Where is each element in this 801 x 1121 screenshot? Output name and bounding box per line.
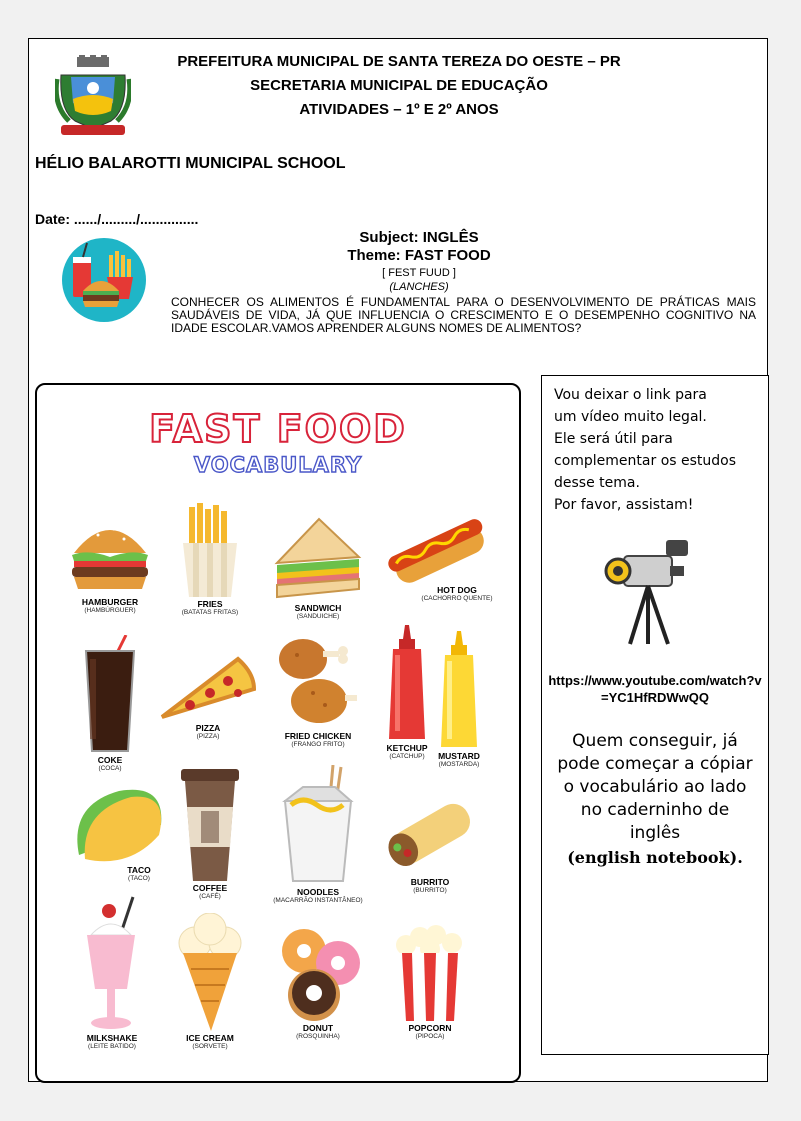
sandwich-icon — [273, 513, 363, 603]
cta-line: Quem conseguir, já — [572, 731, 738, 751]
item-english: SANDWICH — [294, 603, 342, 613]
vocab-item — [263, 923, 373, 1041]
vocab-item — [155, 503, 265, 617]
item-portuguese: (MACARRÃO INSTANTÂNEO) — [273, 897, 363, 904]
poster-subtitle: VOCABULARY — [193, 453, 363, 477]
youtube-link[interactable]: https://www.youtube.com/watch?v=YC1HfRDWwQQ — [548, 673, 762, 705]
item-english: HAMBURGER — [81, 597, 139, 607]
vocab-item — [155, 913, 265, 1051]
item-english: MUSTARD — [438, 751, 480, 761]
noodles-icon — [273, 765, 363, 887]
cta-line: inglês — [629, 823, 681, 843]
milkshake-icon — [77, 893, 147, 1033]
vocab-item — [375, 923, 485, 1041]
side-line: desse tema. — [554, 475, 640, 491]
item-english: NOODLES — [296, 887, 340, 897]
vocab-item — [263, 765, 373, 905]
side-line: complementar os estudos — [554, 453, 737, 469]
school-name: HÉLIO BALAROTTI MUNICIPAL SCHOOL — [35, 155, 346, 172]
donut-icon — [270, 923, 366, 1023]
translation: (LANCHES) — [389, 281, 449, 293]
vocab-item — [57, 893, 167, 1051]
item-portuguese: (ROSQUINHA) — [296, 1033, 340, 1040]
item-portuguese: (BATATAS FRITAS) — [181, 609, 239, 616]
item-portuguese: (CACHORRO QUENTE) — [421, 595, 493, 602]
vocab-item — [375, 787, 485, 895]
coffee-icon — [175, 767, 245, 883]
item-english: POPCORN — [408, 1023, 452, 1033]
item-english: TACO — [127, 865, 151, 875]
item-english: HOT DOG — [437, 585, 477, 595]
poster-title: FAST FOOD — [149, 407, 407, 451]
side-line: Ele será útil para — [554, 431, 673, 447]
vocab-item — [155, 767, 265, 901]
item-portuguese: (SANDUICHE) — [296, 613, 340, 620]
item-english: FRIED CHICKEN — [284, 731, 352, 741]
vocab-item — [377, 513, 497, 603]
intro-paragraph: CONHECER OS ALIMENTOS É FUNDAMENTAL PARA O DESENVOLVIMENTO DE PRÁTICAS MAIS SAUDÁVEIS DE VIDA, JÁ QUE INFLUENCIA O CRESCIMENTO E O DESEMPENHO COGNITIVO NA IDADE ESCOLAR.VAMOS APRENDER ALGUNS NOMES DE ALIMENTOS? — [171, 295, 756, 335]
cta-line: o vocabulário ao lado — [563, 777, 747, 797]
video-camera-icon — [604, 536, 694, 646]
cta-line: no caderninho de — [580, 800, 730, 820]
pronunciation: [ FEST FUUD ] — [382, 267, 456, 279]
vocab-item — [263, 513, 373, 621]
subject: Subject: INGLÊS — [359, 229, 479, 246]
vocab-item — [55, 635, 165, 773]
fast-food-icon — [61, 237, 147, 323]
item-portuguese: (LEITE BATIDO) — [88, 1043, 136, 1050]
item-english: DONUT — [302, 1023, 334, 1033]
taco-icon — [69, 785, 169, 865]
header-line-1: PREFEITURA MUNICIPAL DE SANTA TEREZA DO OESTE – PR — [177, 53, 621, 70]
pizza-icon — [158, 653, 258, 723]
item-portuguese: (HAMBÚRGUER) — [84, 607, 136, 614]
item-english: PIZZA — [195, 723, 221, 733]
vocab-item — [419, 631, 499, 769]
theme: Theme: FAST FOOD — [347, 247, 491, 264]
item-portuguese: (COCA) — [98, 765, 122, 772]
vocab-item — [263, 633, 373, 749]
item-portuguese: (PIPOCA) — [415, 1033, 445, 1040]
side-line: um vídeo muito legal. — [554, 409, 707, 425]
coke-icon — [80, 635, 140, 755]
item-english: ICE CREAM — [186, 1033, 234, 1043]
item-portuguese: (SORVETE) — [192, 1043, 228, 1050]
hotdog-icon — [382, 513, 492, 585]
vocabulary-poster — [35, 383, 521, 1083]
ice-cream-icon — [175, 913, 245, 1033]
item-english: FRIES — [197, 599, 223, 609]
english-notebook: (english notebook). — [567, 848, 743, 867]
side-line: Por favor, assistam! — [554, 497, 694, 513]
item-portuguese: (MOSTARDA) — [438, 761, 480, 768]
item-portuguese: (BURRITO) — [413, 887, 447, 894]
item-portuguese: (CAFÉ) — [199, 893, 221, 900]
item-portuguese: (TACO) — [128, 875, 150, 882]
side-message — [554, 384, 760, 516]
fried-chicken-icon — [273, 633, 363, 731]
header-line-2: SECRETARIA MUNICIPAL DE EDUCAÇÃO — [250, 77, 548, 94]
vocab-item — [153, 653, 263, 741]
vocab-item — [55, 513, 165, 615]
worksheet-page — [28, 38, 768, 1082]
burrito-icon — [380, 787, 480, 877]
item-english: COKE — [97, 755, 123, 765]
hamburger-icon — [68, 513, 152, 597]
call-to-action — [548, 730, 762, 845]
item-english: COFFEE — [192, 883, 228, 893]
cta-line: pode começar a cópiar — [557, 754, 753, 774]
item-portuguese: (PIZZA) — [196, 733, 220, 740]
item-english: MILKSHAKE — [86, 1033, 138, 1043]
item-portuguese: (CATCHUP) — [389, 753, 425, 760]
popcorn-icon — [390, 923, 470, 1023]
side-panel — [541, 375, 769, 1055]
date-field[interactable]: Date: ....../........./............... — [35, 211, 199, 227]
mustard-icon — [439, 631, 479, 751]
item-english: BURRITO — [410, 877, 450, 887]
side-line: Vou deixar o link para — [554, 387, 707, 403]
item-english: KETCHUP — [386, 743, 428, 753]
item-portuguese: (FRANGO FRITO) — [291, 741, 345, 748]
fries-icon — [175, 503, 245, 599]
header-line-3: ATIVIDADES – 1º E 2º ANOS — [299, 101, 499, 118]
